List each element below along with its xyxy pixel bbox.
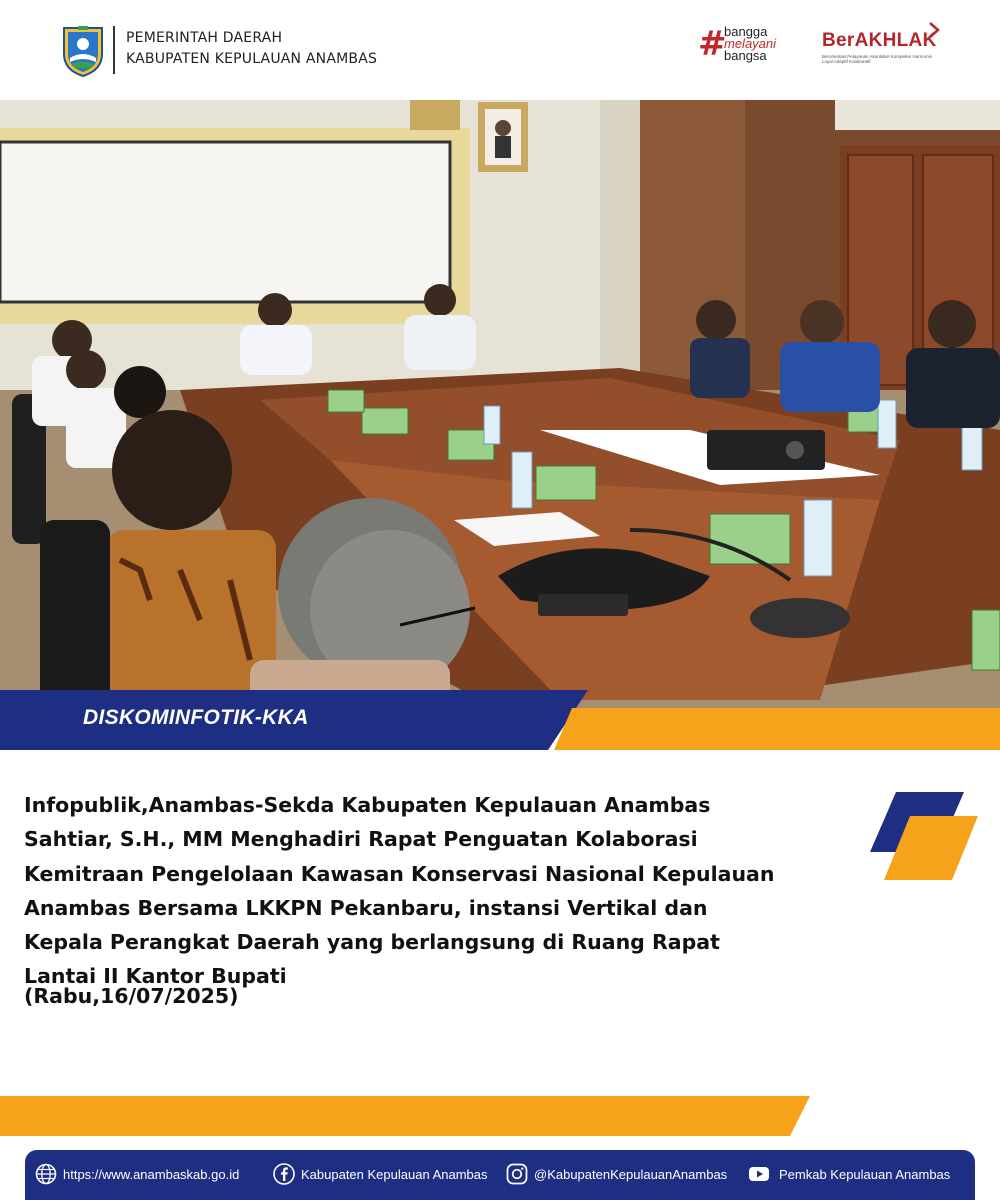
youtube-icon bbox=[745, 1163, 773, 1185]
footer-website-text: https://www.anambaskab.go.id bbox=[63, 1166, 240, 1182]
campaign-hash: # bbox=[698, 24, 727, 64]
bangga-melayani-bangsa-logo bbox=[698, 24, 788, 66]
regency-emblem-icon bbox=[60, 24, 106, 78]
campaign-word-1: bangga bbox=[724, 24, 768, 39]
chevron-icon bbox=[927, 22, 941, 38]
campaign-word-3: bangsa bbox=[724, 48, 767, 63]
instagram-icon bbox=[506, 1163, 528, 1185]
campaign-word-2: melayani bbox=[724, 36, 777, 51]
gov-title-line1: PEMERINTAH DAERAH bbox=[126, 30, 283, 46]
footer-instagram-text: @KabupatenKepulauanAnambas bbox=[534, 1166, 728, 1182]
news-date: (Rabu,16/07/2025) bbox=[24, 984, 239, 1008]
news-caption: Infopublik,Anambas-Sekda Kabupaten Kepulauan Anambas Sahtiar, S.H., MM Menghadiri Rapat Penguatan Kolaborasi Kemitraan Pengelolaan Kawasan Konservasi Nasional Kepulauan Anambas Bersama LKKPN Pekanbaru, instansi Vertikal dan Kepala Perangkat Daerah yang berlangsung di Ruang Rapat Lantai II Kantor Bupati bbox=[24, 793, 775, 989]
footer-facebook[interactable] bbox=[273, 1162, 488, 1186]
footer-youtube[interactable] bbox=[745, 1162, 950, 1186]
header-divider bbox=[113, 26, 115, 74]
footer-instagram[interactable] bbox=[506, 1162, 727, 1186]
globe-icon bbox=[35, 1163, 57, 1185]
footer-bar bbox=[25, 1150, 975, 1200]
bottom-band bbox=[0, 1096, 820, 1136]
footer-youtube-text: Pemkab Kepulauan Anambas bbox=[779, 1166, 951, 1182]
gov-title-line2: KABUPATEN KEPULAUAN ANAMBAS bbox=[126, 51, 378, 67]
berakhlak-logo bbox=[822, 22, 942, 66]
facebook-icon bbox=[273, 1163, 295, 1185]
header bbox=[0, 0, 1000, 100]
footer-facebook-text: Kabupaten Kepulauan Anambas bbox=[301, 1166, 488, 1182]
berakhlak-tagline: Berorientasi Pelayanan Akuntabel Kompeten Harmonis Loyal Adaptif Kolaboratif bbox=[822, 54, 932, 64]
ribbon-label: DISKOMINFOTIK-KKA bbox=[83, 706, 309, 729]
meeting-photo bbox=[0, 100, 1000, 710]
decorative-stripes bbox=[866, 790, 981, 886]
footer-website[interactable] bbox=[35, 1162, 239, 1186]
berakhlak-wordmark: BerAKHLAK bbox=[822, 30, 937, 51]
